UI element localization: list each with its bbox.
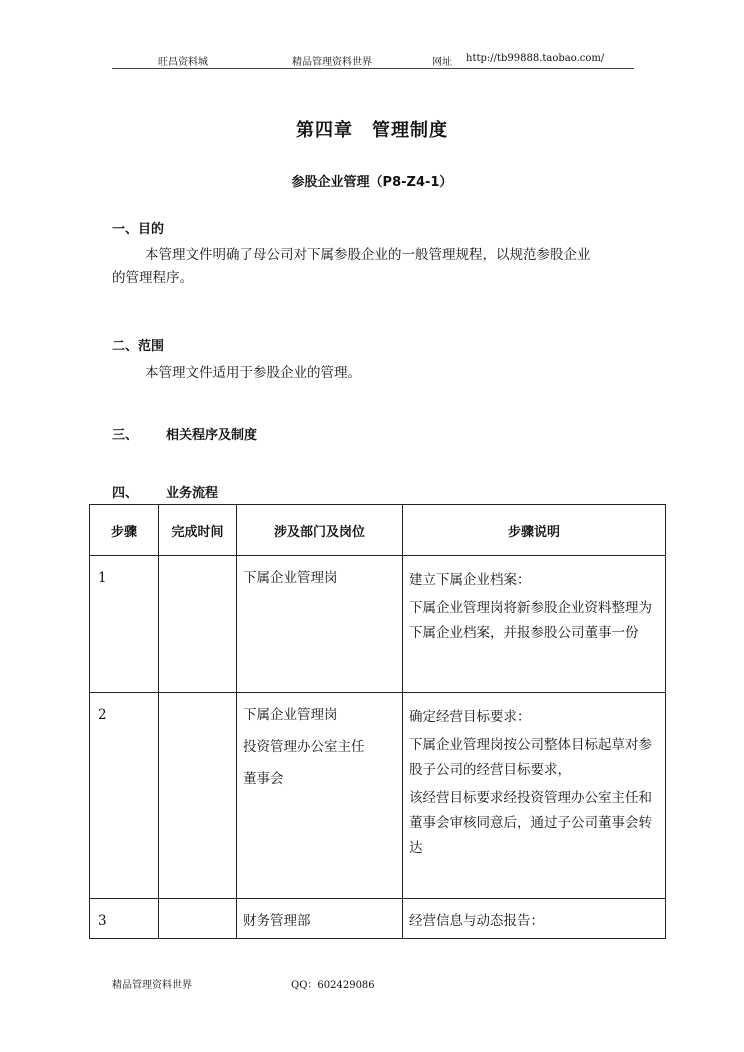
header-url-label: 网址: [432, 57, 452, 68]
column-header-step: 步骤: [90, 505, 159, 556]
chapter-title: 第四章 管理制度: [296, 120, 448, 141]
table-header-row: [90, 505, 666, 556]
purpose-text-line-1: 本管理文件明确了母公司对下属参股企业的一般管理规程，以规范参股企业: [145, 247, 591, 263]
dept-name: 董事会: [243, 771, 284, 787]
step-number: 1: [90, 556, 159, 693]
workflow-table: [89, 504, 666, 939]
desc-paragraph: 该经营目标要求经投资管理办公室主任和董事会审核同意后，通过子公司董事会转达: [409, 790, 652, 856]
table-row: [90, 693, 666, 899]
section-number: 四、: [112, 486, 139, 501]
desc-paragraph: 下属企业管理岗将新参股企业资料整理为下属企业档案，并报参股公司董事一份: [409, 600, 652, 641]
dept-name: 财务管理部: [243, 913, 311, 929]
section-number: 三、: [112, 428, 139, 443]
footer-qq: QQ：602429086: [291, 980, 375, 991]
document-subtitle: 参股企业管理（P8-Z4-1）: [291, 175, 453, 190]
completion-time: [159, 556, 237, 693]
dept-name: 下属企业管理岗: [243, 707, 338, 723]
desc-paragraph: 下属企业管理岗按公司整体目标起草对参股子公司的经营目标要求，: [409, 737, 652, 778]
section-title: 相关程序及制度: [166, 428, 258, 443]
header-url-link[interactable]: http://tb99888.taobao.com/: [466, 53, 605, 64]
section-heading-workflow: [112, 482, 219, 501]
completion-time: [159, 693, 237, 899]
scope-paragraph: [112, 362, 642, 385]
desc-cell: [403, 899, 666, 939]
desc-paragraph: 经营信息与动态报告：: [409, 913, 544, 929]
desc-cell: [403, 556, 666, 693]
step-number: 3: [90, 899, 159, 939]
dept-cell: [237, 556, 403, 693]
column-header-time: 完成时间: [159, 505, 237, 556]
purpose-paragraph: [112, 244, 642, 290]
section-title: 业务流程: [166, 486, 219, 501]
page-header: [112, 52, 634, 69]
section-heading-scope: 二、范围: [112, 339, 165, 354]
desc-paragraph: 建立下属企业档案：: [409, 572, 531, 588]
header-world-name: 精品管理资料世界: [292, 57, 372, 68]
dept-cell: [237, 899, 403, 939]
section-heading-procedures: [112, 424, 258, 443]
step-number: 2: [90, 693, 159, 899]
scope-text: 本管理文件适用于参股企业的管理。: [145, 365, 361, 381]
column-header-desc: 步骤说明: [403, 505, 666, 556]
table-row: [90, 899, 666, 939]
footer-left-text: 精品管理资料世界: [112, 980, 192, 991]
dept-cell: [237, 693, 403, 899]
column-header-dept: 涉及部门及岗位: [237, 505, 403, 556]
header-shop-name: 旺昌资料城: [158, 57, 208, 68]
dept-name: 下属企业管理岗: [243, 570, 338, 586]
dept-name: 投资管理办公室主任: [243, 739, 365, 755]
purpose-text-line-2: 的管理程序。: [112, 270, 193, 286]
table-row: [90, 556, 666, 693]
desc-paragraph: 确定经营目标要求：: [409, 709, 531, 725]
desc-cell: [403, 693, 666, 899]
completion-time: [159, 899, 237, 939]
section-heading-purpose: 一、目的: [112, 222, 165, 237]
